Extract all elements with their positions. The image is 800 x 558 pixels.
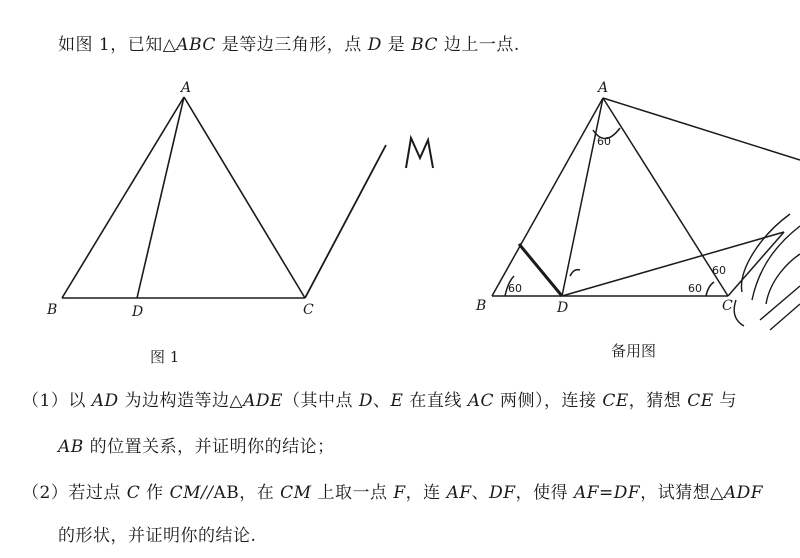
handwritten-m-mark xyxy=(406,138,433,168)
question-2-line-1 xyxy=(22,478,763,503)
q-text: 上取一点 xyxy=(311,483,394,503)
fig2-angle-arc-c xyxy=(706,282,714,296)
q-text: 与 xyxy=(713,391,738,411)
fig2-segment-ae xyxy=(603,98,800,160)
q-text: 作 xyxy=(140,483,170,503)
q-text: （其中点 xyxy=(282,391,359,411)
segment-af: AF xyxy=(446,483,472,503)
q-text: ，在 xyxy=(239,483,281,503)
point-e: E xyxy=(390,391,404,411)
q-text: 以 xyxy=(68,391,92,411)
fig1-side-ac xyxy=(184,97,305,298)
segment-ce: CE xyxy=(687,391,714,411)
figure-2 xyxy=(492,98,800,330)
point-c: C xyxy=(126,483,141,503)
point-f: F xyxy=(393,483,406,503)
fig1-label-c: C xyxy=(303,302,314,318)
fig1-caption: 图 1 xyxy=(150,348,180,366)
fig1-label-a: A xyxy=(181,80,192,96)
fig2-note-angle-a: 60 xyxy=(597,135,611,148)
fig2-side-ab xyxy=(492,98,603,296)
point-d: D xyxy=(367,35,382,55)
segment-ab: AB xyxy=(213,483,240,503)
equation-af-df: AF=DF xyxy=(573,483,641,503)
fig2-note-angle-b: 60 xyxy=(508,282,522,295)
fig2-segment-de xyxy=(562,232,784,296)
intro-text: 如图 1，已知△ xyxy=(58,35,177,55)
segment-ce: CE xyxy=(602,391,629,411)
q-text: ，使得 xyxy=(515,483,574,503)
point-d: D xyxy=(358,391,374,411)
fig1-ray-cm xyxy=(305,145,386,298)
segment-ab: AB xyxy=(58,437,84,457)
fig2-handwritten-scribble xyxy=(734,214,800,330)
fig1-side-ab xyxy=(62,97,184,298)
side-bc: BC xyxy=(411,35,438,55)
fig2-note-angle-c2: 60 xyxy=(712,264,726,277)
fig2-segment-ad xyxy=(562,98,603,296)
fig1-label-d: D xyxy=(132,304,144,320)
q-text: 为边构造等边△ xyxy=(118,391,244,411)
fig2-label-a: A xyxy=(598,80,609,96)
triangle-adf: ADF xyxy=(723,483,764,503)
question-number: （1） xyxy=(22,391,69,411)
q-text: 、 xyxy=(373,391,391,411)
fig2-label-d: D xyxy=(557,300,569,316)
question-2-line-2 xyxy=(58,521,256,546)
question-number: （2） xyxy=(22,483,69,503)
question-1-line-2 xyxy=(58,432,335,457)
q-text: 的位置关系，并证明你的结论； xyxy=(83,437,335,457)
line-cm: CM xyxy=(280,483,312,503)
triangle-ade: ADE xyxy=(243,391,283,411)
segment-ad: AD xyxy=(91,391,119,411)
q-text: 在直线 xyxy=(403,391,468,411)
triangle-abc: ABC xyxy=(176,35,216,55)
fig2-note-angle-c1: 60 xyxy=(688,282,702,295)
intro-text: 边上一点. xyxy=(437,35,520,55)
intro-text: 是 xyxy=(381,35,412,55)
question-1-line-1 xyxy=(22,386,737,411)
fig1-segment-ad xyxy=(137,97,184,298)
q-text: 若过点 xyxy=(68,483,127,503)
q-text: ，连 xyxy=(405,483,447,503)
q-text: 、 xyxy=(471,483,490,503)
line-ac: AC xyxy=(467,391,495,411)
figure-1 xyxy=(62,97,433,298)
fig2-caption: 备用图 xyxy=(611,342,657,360)
fig2-label-b: B xyxy=(476,298,487,314)
fig1-label-b: B xyxy=(47,302,58,318)
line-cm: CM// xyxy=(169,483,214,503)
q-text: 的形状，并证明你的结论. xyxy=(58,526,257,546)
intro-text: 是等边三角形，点 xyxy=(215,35,368,55)
q-text: ，试猜想△ xyxy=(640,483,724,503)
q-text: ，猜想 xyxy=(628,391,688,411)
fig2-angle-arc-d xyxy=(570,270,580,276)
fig2-thick-mark xyxy=(519,244,562,296)
fig2-label-c: C xyxy=(722,298,733,314)
segment-df: DF xyxy=(489,483,516,503)
q-text: 两侧），连接 xyxy=(494,391,603,411)
